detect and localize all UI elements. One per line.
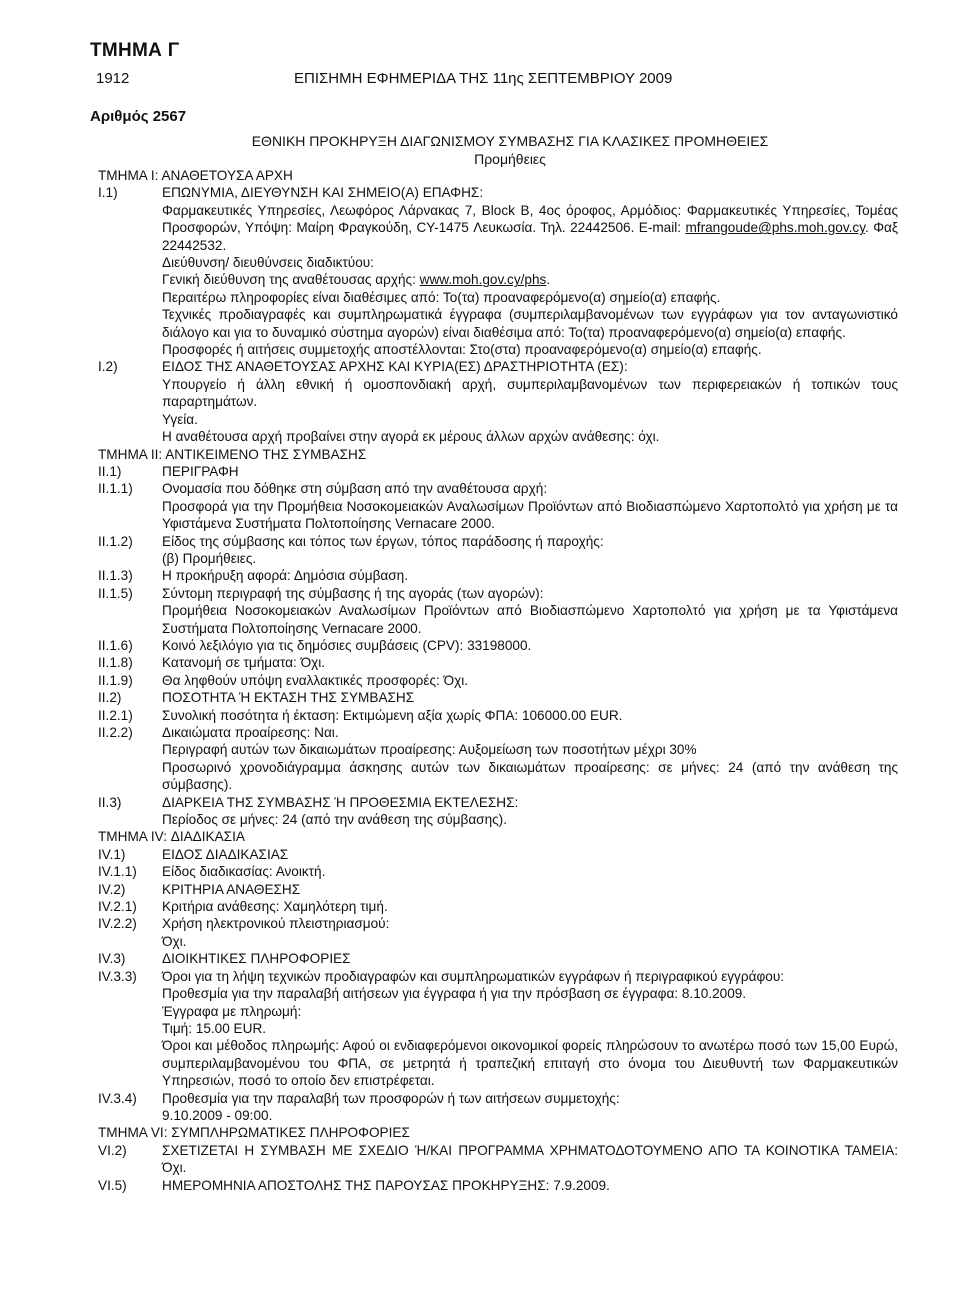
item-body: [162, 672, 898, 689]
item-body: [162, 724, 898, 794]
authority-type: Υπουργείο ή άλλη εθνική ή ομοσπονδιακή αρχή, συμπεριλαμβανομένων των περιφερειακών ή τοπικών τους παραρτημάτων.: [162, 376, 898, 410]
part-4-heading: ΤΜΗΜΑ IV: ΔΙΑΔΙΚΑΣΙΑ: [98, 829, 245, 845]
part-2-items: [98, 463, 898, 829]
item-number: ΙΙ.1.3): [98, 568, 133, 584]
section-heading: ΤΜΗΜΑ Γ: [90, 40, 180, 61]
numbered-item: [98, 637, 898, 654]
part-1-heading: ΤΜΗΜΑ Ι: ΑΝΑΘΕΤΟΥΣΑ ΑΡΧΗ: [98, 168, 293, 183]
item-line: Προθεσμία για την παραλαβή των προσφορών ή των αιτήσεων συμμετοχής:: [162, 1090, 620, 1106]
item-line: Προθεσμία για την παραλαβή αιτήσεων για έγγραφα ή για την πρόσβαση σε έγγραφα: 8.10.2009.: [162, 986, 747, 1002]
item-number: ΙΙ.1.8): [98, 655, 133, 671]
item-body: [162, 533, 898, 568]
item-line: Προμήθεια Νοσοκομειακών Αναλωσίμων Προϊόντων από Βιοδιασπώμενο Χαρτοπολτό για χρήση με τα Υφιστάμενα Συστήματα Πολτοποίησης Vernacare 2000.: [162, 603, 898, 636]
behalf-text: Η αναθέτουσα αρχή προβαίνει στην αγορά εκ μέρους άλλων αρχών ανάθεσης: όχι.: [162, 429, 660, 445]
item-body: [162, 1177, 898, 1194]
notice-subtitle: Προμήθειες: [474, 151, 546, 167]
item-body: [162, 707, 898, 724]
item-line: Ονομασία που δόθηκε στη σύμβαση από την αναθέτουσα αρχή:: [162, 481, 548, 497]
part-4-items: [98, 846, 898, 1125]
web-label: Διεύθυνση/ διευθύνσεις διαδικτύου:: [162, 255, 374, 271]
item-i2: [98, 358, 898, 445]
item-body: [162, 480, 898, 532]
numbered-item: [98, 863, 898, 880]
item-number: IV.3): [98, 951, 126, 967]
item-line: ΠΕΡΙΓΡΑΦΗ: [162, 463, 239, 479]
item-body: [162, 463, 898, 480]
item-number: ΙΙ.1.1): [98, 481, 133, 497]
numbered-item: [98, 533, 898, 568]
item-body: [162, 358, 898, 445]
page-number: 1912: [96, 70, 130, 87]
numbered-item: [98, 881, 898, 898]
item-number: VI.2): [98, 1142, 127, 1158]
item-number: IV.2.2): [98, 916, 137, 932]
item-number: ΙΙ.2.2): [98, 725, 133, 740]
item-body: [162, 184, 898, 358]
part-6-items: [98, 1142, 898, 1194]
item-number: Ι.1): [98, 185, 118, 201]
item-line: ΠΟΣΟΤΗΤΑ Ή ΕΚΤΑΣΗ ΤΗΣ ΣΥΜΒΑΣΗΣ: [162, 690, 415, 706]
notice-number: Αριθμός 2567: [90, 108, 187, 125]
activity: Υγεία.: [162, 411, 198, 427]
item-body: [162, 585, 898, 637]
item-line: 9.10.2009 - 09:00.: [162, 1107, 273, 1123]
address-text: [162, 202, 898, 254]
web-suffix: .: [546, 272, 551, 288]
item-body: [162, 1142, 898, 1177]
item-line: ΚΡΙΤΗΡΙΑ ΑΝΑΘΕΣΗΣ: [162, 881, 301, 897]
item-line: ΔΙΟΙΚΗΤΙΚΕΣ ΠΛΗΡΟΦΟΡΙΕΣ: [162, 951, 351, 967]
item-number: ΙΙ.3): [98, 794, 122, 810]
item-line: Περίοδος σε μήνες: 24 (από την ανάθεση της σύμβασης).: [162, 812, 507, 828]
info-text: Περαιτέρω πληροφορίες είναι διαθέσιμες από: Το(τα) προαναφερόμενο(α) σημείο(α) επαφής.: [162, 289, 721, 305]
email-link[interactable]: mfrangoude@phs.moh.gov.cy: [685, 220, 866, 236]
item-line: Χρήση ηλεκτρονικού πλειστηριασμού:: [162, 916, 390, 932]
gazette-title: ΕΠΙΣΗΜΗ ΕΦΗΜΕΡΙΔΑ ΤΗΣ 11ης ΣΕΠΤΕΜΒΡΙΟΥ 2009: [294, 70, 673, 87]
item-number: ΙΙ.2): [98, 690, 122, 706]
item-number: ΙΙ.1.6): [98, 637, 133, 653]
item-number: ΙΙ.1.5): [98, 585, 133, 601]
item-body: [162, 654, 898, 671]
item-line: Θα ληφθούν υπόψη εναλλακτικές προσφορές: Όχι.: [162, 672, 469, 688]
item-number: ΙΙ.1): [98, 463, 122, 479]
web-prefix: Γενική διεύθυνση της αναθέτουσας αρχής:: [162, 272, 420, 288]
item-body: [162, 567, 898, 584]
numbered-item: [98, 707, 898, 724]
item-line: ΔΙΑΡΚΕΙΑ ΤΗΣ ΣΥΜΒΑΣΗΣ Ή ΠΡΟΘΕΣΜΙΑ ΕΚΤΕΛΕΣΗΣ:: [162, 794, 519, 810]
numbered-item: [98, 898, 898, 915]
item-line: Όχι.: [162, 933, 187, 949]
numbered-item: [98, 724, 898, 794]
address: Φαρμακευτικές Υπηρεσίες, Λεωφόρος Λάρνακας 7, Block B, 4ος όροφος, Αρμόδιος: Φαρμακευτικές Υπηρεσίες, Τομέας Προσφορών, Υπόψη: Μαίρη Φραγκούδη, CY-1475 Λευκωσία. Τηλ. 22442506. E-mail:: [162, 202, 898, 236]
fax: . Φαξ 22442532.: [162, 220, 898, 253]
numbered-item: [98, 480, 898, 532]
item-line: Κοινό λεξιλόγιο για τις δημόσιες συμβάσεις (CPV): 33198000.: [162, 637, 532, 653]
item-body: [162, 898, 898, 915]
item-number: IV.3.3): [98, 968, 137, 984]
send-text: Προσφορές ή αιτήσεις συμμετοχής αποστέλλονται: Στο(στα) προαναφερόμενο(α) σημείο(α) επαφής.: [162, 342, 762, 358]
item-number: VI.5): [98, 1177, 127, 1193]
specs-text: Τεχνικές προδιαγραφές και συμπληρωματικά έγγραφα (συμπεριλαμβανομένων των εγγράφων για τον ανταγωνιστικό διάλογο και για το δυναμικό σύστημα αγορών) είναι διαθέσιμα από: Το(τα) προαναφερόμενο(α) σημείο(α) επαφής.: [162, 307, 898, 340]
numbered-item: [98, 1142, 898, 1177]
item-number: IV.2): [98, 881, 126, 897]
numbered-item: [98, 1177, 898, 1194]
web-link[interactable]: www.moh.gov.cy/phs: [419, 272, 547, 288]
numbered-item: [98, 794, 898, 829]
item-line: Κριτήρια ανάθεσης: Χαμηλότερη τιμή.: [162, 899, 388, 915]
web-line: [162, 271, 898, 288]
numbered-item: [98, 463, 898, 480]
item-number: IV.1): [98, 846, 126, 862]
item-number: IV.2.1): [98, 899, 137, 915]
item-line: Η προκήρυξη αφορά: Δημόσια σύμβαση.: [162, 568, 408, 584]
numbered-item: [98, 585, 898, 637]
numbered-item: [98, 950, 898, 967]
item-body: [162, 968, 898, 1090]
item-line: (β) Προμήθειες.: [162, 550, 257, 566]
item-body: [162, 950, 898, 967]
item-body: [162, 846, 898, 863]
item-line: Περιγραφή αυτών των δικαιωμάτων προαίρεσης: Αυξομείωση των ποσοτήτων μέχρι 30%: [162, 742, 697, 758]
item-body: [162, 637, 898, 654]
item-line: Προσωρινό χρονοδιάγραμμα άσκησης αυτών των δικαιωμάτων προαίρεσης: σε μήνες: 24 (από την ανάθεση της σύμβασης).: [162, 759, 898, 793]
item-body: [162, 915, 898, 950]
item-line: Κατανομή σε τμήματα: Όχι.: [162, 655, 326, 671]
part-6-heading: ΤΜΗΜΑ VI: ΣΥΜΠΛΗΡΩΜΑΤΙΚΕΣ ΠΛΗΡΟΦΟΡΙΕΣ: [98, 1125, 410, 1141]
item-line: Είδος της σύμβασης και τόπος των έργων, τόπος παράδοσης ή παροχής:: [162, 533, 604, 549]
item-number: Ι.2): [98, 359, 118, 375]
item-title: ΕΙΔΟΣ ΤΗΣ ΑΝΑΘΕΤΟΥΣΑΣ ΑΡΧΗΣ ΚΑΙ ΚΥΡΙΑ(ΕΣ) ΔΡΑΣΤΗΡΙΟΤΗΤΑ (ΕΣ):: [162, 359, 628, 375]
item-line: Είδος διαδικασίας: Ανοικτή.: [162, 864, 326, 880]
numbered-item: [98, 846, 898, 863]
numbered-item: [98, 1090, 898, 1125]
item-line: ΕΙΔΟΣ ΔΙΑΔΙΚΑΣΙΑΣ: [162, 846, 289, 862]
item-title: ΕΠΩΝΥΜΙΑ, ΔΙΕΥΘΥΝΣΗ ΚΑΙ ΣΗΜΕΙΟ(Α) ΕΠΑΦΗΣ:: [162, 185, 484, 201]
numbered-item: [98, 915, 898, 950]
item-number: IV.3.4): [98, 1090, 137, 1106]
item-number: IV.1.1): [98, 864, 137, 880]
item-line: ΣΧΕΤΙΖΕΤΑΙ Η ΣΥΜΒΑΣΗ ΜΕ ΣΧΕΔΙΟ Ή/ΚΑΙ ΠΡΟΓΡΑΜΜΑ ΧΡΗΜΑΤΟΔΟΤΟΥΜΕΝΟ ΑΠΟ ΤΑ ΚΟΙΝΟΤΙΚΑ ΤΑΜΕΙΑ: Όχι.: [162, 1142, 898, 1176]
numbered-item: [98, 689, 898, 706]
numbered-item: [98, 654, 898, 671]
item-line: Σύντομη περιγραφή της σύμβασης ή της αγοράς (των αγορών):: [162, 585, 544, 601]
item-number: ΙΙ.2.1): [98, 707, 133, 723]
numbered-item: [98, 968, 898, 1090]
item-body: [162, 1090, 898, 1125]
numbered-item: [98, 567, 898, 584]
item-body: [162, 881, 898, 898]
part-2-heading: ΤΜΗΜΑ ΙΙ: ΑΝΤΙΚΕΙΜΕΝΟ ΤΗΣ ΣΥΜΒΑΣΗΣ: [98, 446, 367, 462]
item-line: ΗΜΕΡΟΜΗΝΙΑ ΑΠΟΣΤΟΛΗΣ ΤΗΣ ΠΑΡΟΥΣΑΣ ΠΡΟΚΗΡΥΞΗΣ: 7.9.2009.: [162, 1177, 610, 1193]
item-line: Συνολική ποσότητα ή έκταση: Εκτιμώμενη αξία χωρίς ΦΠΑ: 106000.00 EUR.: [162, 707, 623, 723]
notice-content: [98, 167, 898, 1194]
item-body: [162, 689, 898, 706]
item-number: ΙΙ.1.9): [98, 672, 133, 688]
item-line: Όροι και μέθοδος πληρωμής: Αφού οι ενδιαφερόμενοι οικονομικοί φορείς πληρώσουν το ανωτέρω ποσό των 15,00 Ευρώ, συμπεριλαμβανομένου του ΦΠΑ, σε μετρητά ή τραπεζική επιταγή στο όνομα του Διευθυντή των Φαρμακευτικών Υπηρεσιών, ποσό το οποίο δεν επιστρέφεται.: [162, 1038, 898, 1089]
item-line: Όροι για τη λήψη τεχνικών προδιαγραφών και συμπληρωματικών εγγράφων ή περιγραφικού εγγράφου:: [162, 968, 785, 984]
item-line: Τιμή: 15.00 EUR.: [162, 1020, 267, 1036]
item-line: Δικαιώματα προαίρεσης: Ναι.: [162, 725, 339, 740]
item-body: [162, 863, 898, 880]
item-line: Έγγραφα με πληρωμή:: [162, 1003, 302, 1019]
numbered-item: [98, 672, 898, 689]
item-body: [162, 794, 898, 829]
item-number: ΙΙ.1.2): [98, 533, 133, 549]
item-i1: [98, 184, 898, 358]
notice-title: ΕΘΝΙΚΗ ΠΡΟΚΗΡΥΞΗ ΔΙΑΓΩΝΙΣΜΟΥ ΣΥΜΒΑΣΗΣ ΓΙΑ ΚΛΑΣΙΚΕΣ ΠΡΟΜΗΘΕΙΕΣ: [251, 133, 769, 149]
item-line: Προσφορά για την Προμήθεια Νοσοκομειακών Αναλωσίμων Προϊόντων από Βιοδιασπώμενο Χαρτοπολτό για χρήση με τα Υφιστάμενα Συστήματα Πολτοποίησης Vernacare 2000.: [162, 498, 898, 532]
